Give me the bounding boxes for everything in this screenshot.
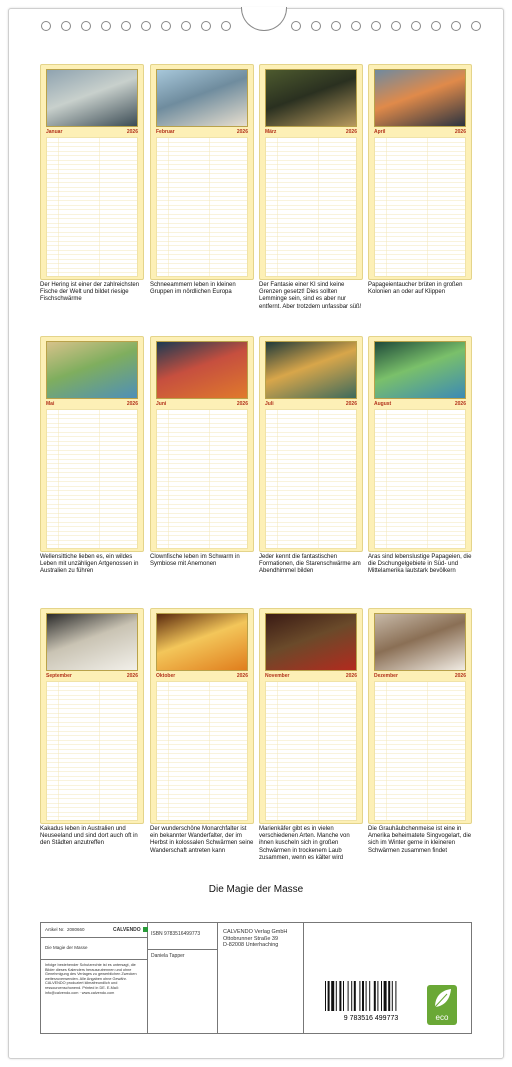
month-header xyxy=(156,129,248,136)
barcode-bar xyxy=(354,981,356,1011)
binding-hole xyxy=(351,21,361,31)
month-oktober xyxy=(150,608,254,855)
month-januar xyxy=(40,64,144,304)
barcode-bar xyxy=(377,981,378,1011)
day-grid xyxy=(265,409,357,549)
calendar-title: Die Magie der Masse xyxy=(208,884,304,895)
binding-hole xyxy=(431,21,441,31)
eco-badge xyxy=(427,985,457,1025)
day-grid xyxy=(265,681,357,821)
month-name: Mai xyxy=(46,401,55,407)
month-header xyxy=(156,673,248,680)
month-caption: Der wunderschöne Monarchfalter ist ein bekannter Wanderfalter, der im Herbst in kolossalen Schwärmen seine Wanderschaft antreten kann xyxy=(150,826,254,854)
binding-hole xyxy=(411,21,421,31)
binding-hole xyxy=(331,21,341,31)
month-caption: Aras sind lebenslustige Papageien, die die Dschungelgebiete in Süd- und Mittelamerika lautstark bevölkern xyxy=(368,554,472,575)
barcode-bar xyxy=(384,981,387,1011)
month-name: September xyxy=(46,673,72,679)
barcode-bar xyxy=(395,981,396,1011)
month-caption: Wellensittiche lieben es, ein wildes Leben mit unzähligen Artgenossen in Australien zu führen xyxy=(40,554,139,575)
legal-text: Infolge bestehender Schutzrechte ist es untersagt, die Bilder dieses Kalenders herauszutrennen und ohne Genehmigung des Verlages zu gewerblichen Zwecken weiterzuverwenden. Alle Angaben ohne Gewähr. CALVENDO produziert klimafreundlich und ressourcenschonend. Printed in DE. E-Mail: info@calvendo.com · www.calvendo.com xyxy=(45,963,137,995)
month-name: November xyxy=(265,673,290,679)
imprint-divider xyxy=(303,923,304,1033)
month-card xyxy=(40,336,144,552)
month-caption: Schneeammern leben in kleinen Gruppen im nördlichen Europa xyxy=(150,282,236,296)
binding-hole xyxy=(141,21,151,31)
month-photo xyxy=(156,341,248,399)
month-august xyxy=(368,336,472,576)
month-caption: Marienkäfer gibt es in vielen verschiedenen Arten. Manche von ihnen kuscheln sich in großen Schwärmen in trockenem Laub zusammen, wenn es kälter wird xyxy=(259,826,350,861)
month-card xyxy=(150,336,254,552)
day-grid xyxy=(46,681,138,821)
binding-hole xyxy=(471,21,481,31)
month-photo xyxy=(265,341,357,399)
month-header xyxy=(265,401,357,408)
month-card xyxy=(368,608,472,824)
month-header xyxy=(265,129,357,136)
month-november xyxy=(259,608,363,862)
binding-hole xyxy=(201,21,211,31)
month-photo xyxy=(156,613,248,671)
imprint-box xyxy=(40,922,472,1034)
binding-hole xyxy=(61,21,71,31)
month-year: 2026 xyxy=(345,401,357,407)
barcode-bar xyxy=(343,981,344,1011)
calvendo-logo xyxy=(113,927,148,933)
product-title: Die Magie der Masse xyxy=(45,945,88,950)
month-märz xyxy=(259,64,363,311)
barcode-bar xyxy=(388,981,390,1011)
imprint-rule xyxy=(147,949,217,950)
month-year: 2026 xyxy=(454,401,466,407)
month-header xyxy=(374,401,466,408)
month-juni xyxy=(150,336,254,568)
month-mai xyxy=(40,336,144,576)
month-name: April xyxy=(374,129,386,135)
isbn: ISBN 9783516499773 xyxy=(151,931,201,937)
month-september xyxy=(40,608,144,848)
binding-hole xyxy=(291,21,301,31)
month-name: Juli xyxy=(265,401,274,407)
month-year: 2026 xyxy=(236,129,248,135)
publisher-line-2: Ottobrunner Straße 39 xyxy=(223,935,279,942)
binding-hole xyxy=(41,21,51,31)
barcode-bar xyxy=(325,981,326,1011)
imprint-rule xyxy=(41,937,147,938)
barcode-bar xyxy=(359,981,360,1011)
month-name: Juni xyxy=(156,401,167,407)
barcode-bar xyxy=(348,981,349,1011)
month-card xyxy=(259,608,363,824)
month-photo xyxy=(374,69,466,127)
leaf-icon xyxy=(427,985,457,1011)
article-no-label: Artikel Nr. xyxy=(45,927,65,932)
month-photo xyxy=(374,613,466,671)
month-name: März xyxy=(265,129,277,135)
month-name: Januar xyxy=(46,129,63,135)
month-card xyxy=(40,608,144,824)
barcode-bar xyxy=(369,981,370,1011)
month-februar xyxy=(150,64,254,296)
barcode-bar xyxy=(331,981,334,1011)
month-caption: Der Fantasie einer KI sind keine Grenzen gesetzt! Dies sollten Lemminge sein, sind es aber nur entfernt. Aber trotzdem unfassbar süß! xyxy=(259,282,362,310)
author: Daniela Tapper xyxy=(151,953,185,959)
barcode-bar xyxy=(366,981,367,1011)
binding-hole xyxy=(221,21,231,31)
barcode-bar xyxy=(336,981,337,1011)
barcode-bar xyxy=(362,981,364,1011)
month-card xyxy=(150,608,254,824)
month-year: 2026 xyxy=(236,673,248,679)
binding-hole xyxy=(391,21,401,31)
barcode xyxy=(321,981,421,1021)
calvendo-mark-icon xyxy=(143,927,148,932)
month-year: 2026 xyxy=(454,673,466,679)
month-header xyxy=(374,673,466,680)
calvendo-logo-text: CALVENDO xyxy=(113,927,141,933)
barcode-bar xyxy=(392,981,393,1011)
month-dezember xyxy=(368,608,472,855)
month-juli xyxy=(259,336,363,576)
month-year: 2026 xyxy=(126,129,138,135)
binding-hole xyxy=(181,21,191,31)
month-photo xyxy=(265,69,357,127)
barcode-number: 9 783516 499773 xyxy=(343,1015,399,1021)
month-photo xyxy=(46,341,138,399)
barcode-bar xyxy=(339,981,341,1011)
binding-hole xyxy=(121,21,131,31)
month-caption: Jeder kennt die fantastischen Formationen, die Starenschwärme am Abendhimmel bilden xyxy=(259,554,361,575)
month-header xyxy=(46,401,138,408)
month-year: 2026 xyxy=(345,129,357,135)
barcode-bar xyxy=(351,981,352,1011)
barcode-bar xyxy=(328,981,330,1011)
day-grid xyxy=(46,137,138,277)
month-card xyxy=(368,64,472,280)
barcode-bar xyxy=(381,981,382,1011)
binding-hole xyxy=(311,21,321,31)
day-grid xyxy=(374,681,466,821)
month-caption: Clownfische leben im Schwarm in Symbiose mit Anemonen xyxy=(150,554,240,568)
month-header xyxy=(46,673,138,680)
binding-hole xyxy=(161,21,171,31)
month-header xyxy=(374,129,466,136)
month-card xyxy=(368,336,472,552)
day-grid xyxy=(156,681,248,821)
month-year: 2026 xyxy=(454,129,466,135)
month-name: Dezember xyxy=(374,673,398,679)
day-grid xyxy=(265,137,357,277)
month-year: 2026 xyxy=(236,401,248,407)
imprint-divider xyxy=(217,923,218,1033)
month-photo xyxy=(156,69,248,127)
month-photo xyxy=(46,69,138,127)
month-header xyxy=(265,673,357,680)
day-grid xyxy=(156,409,248,549)
month-header xyxy=(156,401,248,408)
month-name: Oktober xyxy=(156,673,176,679)
month-april xyxy=(368,64,472,296)
imprint-rule xyxy=(41,959,147,960)
month-caption: Der Hering ist einer der zahlreichsten Fische der Welt und bildet riesige Fischschwärme xyxy=(40,282,140,303)
publisher-line-1: CALVENDO Verlag GmbH xyxy=(223,929,288,935)
month-year: 2026 xyxy=(126,401,138,407)
day-grid xyxy=(156,137,248,277)
barcode-bar xyxy=(374,981,376,1011)
imprint-divider xyxy=(147,923,148,1033)
binding-hole xyxy=(451,21,461,31)
month-caption: Papageientaucher brüten in großen Kolonien an oder auf Klippen xyxy=(368,282,463,296)
month-photo xyxy=(374,341,466,399)
month-card xyxy=(40,64,144,280)
month-year: 2026 xyxy=(345,673,357,679)
month-photo xyxy=(265,613,357,671)
publisher-line-3: D-82008 Unterhaching xyxy=(223,942,279,948)
month-name: August xyxy=(374,401,392,407)
month-year: 2026 xyxy=(126,673,138,679)
day-grid xyxy=(374,409,466,549)
month-caption: Kakadus leben in Australien und Neuseeland und sind dort auch oft in den Städten anzutreffen xyxy=(40,826,138,847)
month-header xyxy=(46,129,138,136)
month-card xyxy=(259,64,363,280)
month-card xyxy=(259,336,363,552)
eco-label: eco xyxy=(435,1013,449,1022)
binding-hole xyxy=(101,21,111,31)
month-caption: Die Grauhäubchenmeise ist eine in Amerika beheimatete Singvogelart, die sich im Winter gerne in kleineren Schwärmen zusammen findet xyxy=(368,826,472,854)
month-name: Februar xyxy=(156,129,175,135)
binding-hole xyxy=(371,21,381,31)
article-no: 2080660 xyxy=(67,927,85,932)
day-grid xyxy=(46,409,138,549)
binding-hole xyxy=(81,21,91,31)
month-photo xyxy=(46,613,138,671)
month-card xyxy=(150,64,254,280)
day-grid xyxy=(374,137,466,277)
